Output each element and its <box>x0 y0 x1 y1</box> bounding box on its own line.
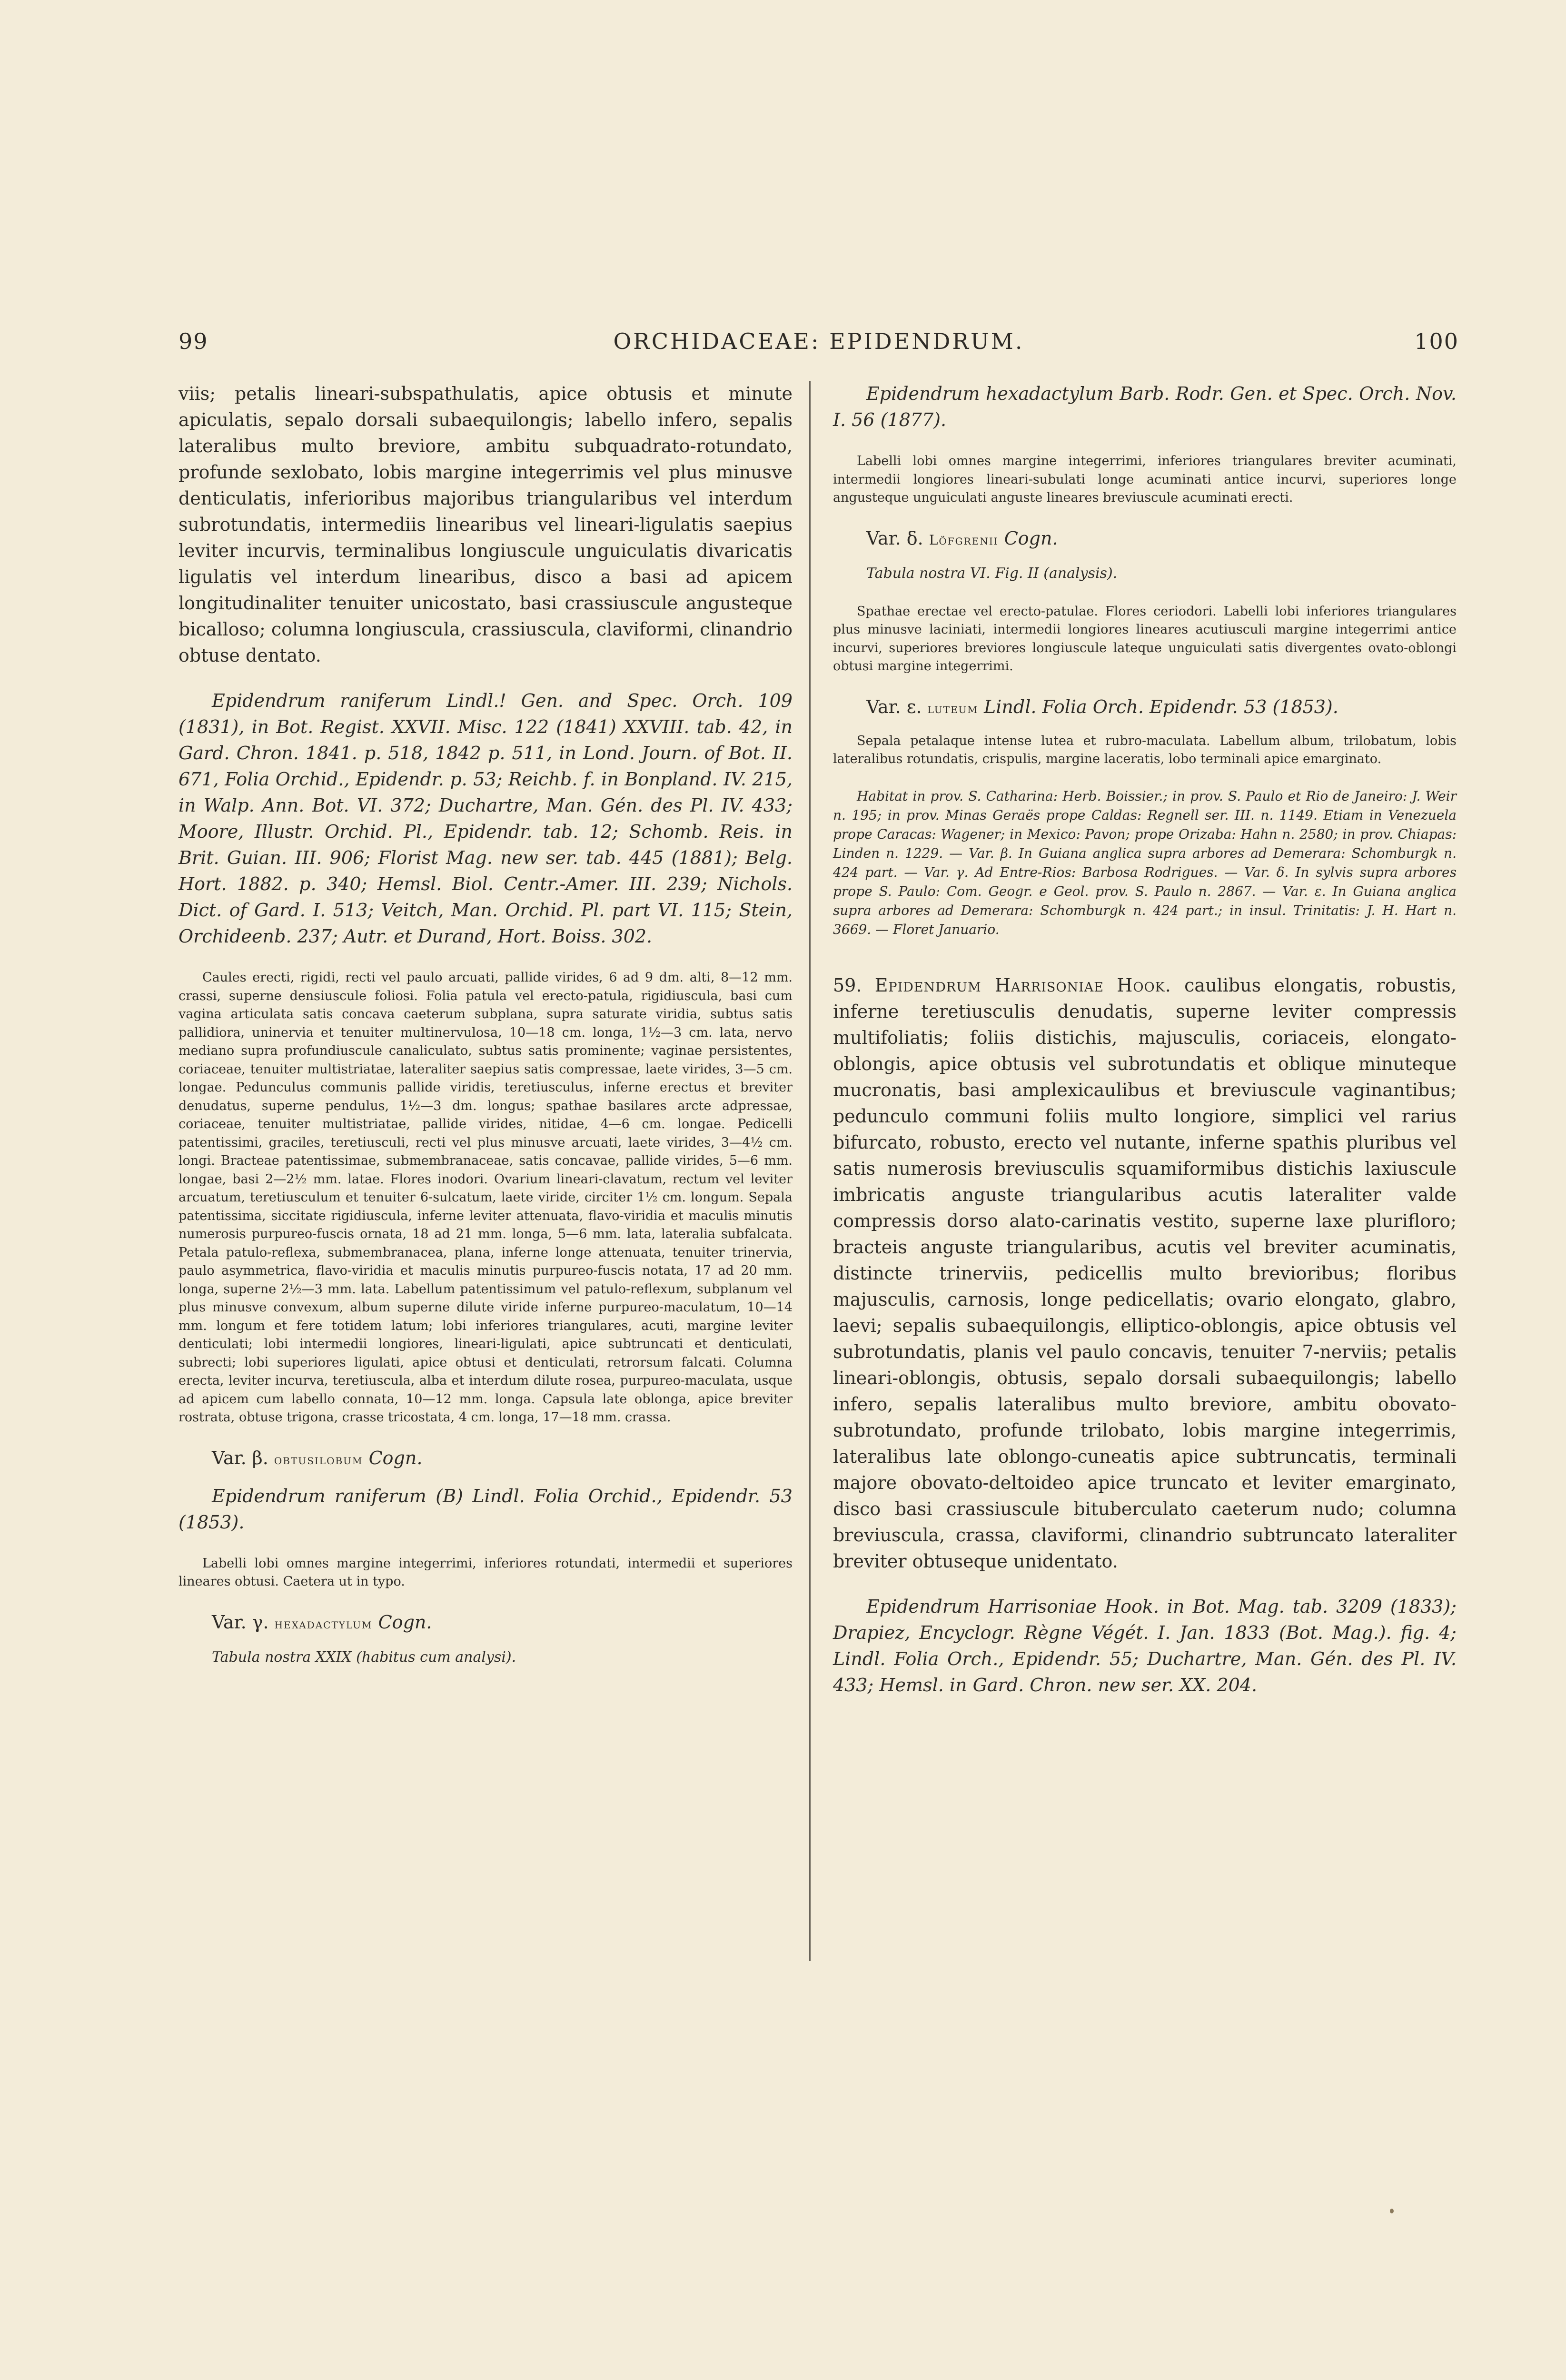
variety-delta-heading <box>866 526 1457 553</box>
species-name: Epidendrum Harrisoniae <box>874 974 1104 996</box>
running-title: ORCHIDACEAE: EPIDENDRUM. <box>613 328 1024 354</box>
variety-label: Var. δ. <box>866 527 923 549</box>
variety-label: Var. β. <box>212 1447 268 1468</box>
species-59-citation: Epidendrum Harrisoniae Hook. in Bot. Mag. tab. 3209 (1833); Drapiez, Encyclogr. Règne Végét. I. Jan. 1833 (Bot. Mag.). fig. 4; Lindl. Folia Orch., Epidendr. 55; Duchartre, Man. Gén. des Pl. IV. 433; Hemsl. in Gard. Chron. new ser. XX. 204. <box>833 1596 1457 1696</box>
variety-author: Cogn. <box>1004 527 1058 549</box>
variety-beta-citation: Epidendrum raniferum (B) Lindl. Folia Orchid., Epidendr. 53 (1853). <box>178 1485 793 1533</box>
page-number-right: 100 <box>1414 328 1459 354</box>
variety-gamma-citation: Epidendrum hexadactylum Barb. Rodr. Gen. et Spec. Orch. Nov. I. 56 (1877). <box>833 383 1457 430</box>
variety-gamma-description: Labelli lobi omnes margine integerrimi, inferiores triangulares breviter acuminati, intermedii longiores lineari-subulati longe acuminati antice incurvi, superiores longe angusteque unguiculati anguste lineares breviuscule acuminati erecti. <box>833 454 1457 505</box>
variety-label: Var. ε. <box>866 696 922 717</box>
variety-delta-plate: Tabula nostra VI. Fig. II (analysis). <box>866 565 1118 582</box>
variety-name: obtusilobum <box>274 1451 363 1468</box>
synonymy-citation: Epidendrum raniferum Lindl.! Gen. and Spec. Orch. 109 (1831), in Bot. Regist. XXVII. Misc. 122 (1841) XXVIII. tab. 42, in Gard. Chron. 1841. p. 518, 1842 p. 511, in Lond. Journ. of Bot. II. 671, Folia Orchid., Epidendr. p. 53; Reichb. f. in Bonpland. IV. 215, in Walp. Ann. Bot. VI. 372; Duchartre, Man. Gén. des Pl. IV. 433; Moore, Illustr. Orchid. Pl., Epidendr. tab. 12; Schomb. Reis. in Brit. Guian. III. 906; Florist Mag. new ser. tab. 445 (1881); Belg. Hort. 1882. p. 340; Hemsl. Biol. Centr.-Amer. III. 239; Nichols. Dict. of Gard. I. 513; Veitch, Man. Orchid. Pl. part VI. 115; Stein, Orchideenb. 237; Autr. et Durand, Hort. Boiss. 302. <box>178 690 793 947</box>
species-59-description <box>833 972 1457 1575</box>
variety-author: Lindl. Folia Orch. Epidendr. 53 (1853). <box>984 696 1338 717</box>
right-column <box>833 381 1457 1717</box>
variety-beta-heading <box>212 1445 793 1473</box>
page-header <box>178 328 1459 367</box>
description-continued: viis; petalis lineari-subspathulatis, apice obtusis et minute apiculatis, sepalo dorsali subaequilongis; labello infero, sepalis lateralibus multo breviore, ambitu subquadrato-rotundato, profunde sexlobato, lobis margine integerrimis vel plus minusve denticulatis, inferioribus majoribus triangularibus vel interdum subrotundatis, intermediis linearibus vel lineari-ligulatis saepius leviter incurvis, terminalibus longiuscule unguiculatis divaricatis ligulatis vel interdum linearibus, disco a basi ad apicem longitudinaliter tenuiter unicostato, basi crassiuscule angusteque bicalloso; columna longiuscula, crassiuscula, claviformi, clinandrio obtuse dentato. <box>178 383 793 666</box>
margin-mark <box>1390 2209 1394 2213</box>
variety-name: luteum <box>927 700 978 716</box>
variety-label: Var. γ. <box>212 1611 269 1633</box>
habitat-paragraph: Habitat in prov. S. Catharina: Herb. Boissier.; in prov. S. Paulo et Rio de Janeiro: J. Weir n. 195; in prov. Minas Geraës prope Caldas: Regnell ser. III. n. 1149. Etiam in Venezuela prope Caracas: Wagener; in Mexico: Pavon; prope Orizaba: Hahn n. 2580; in prov. Chiapas: Linden n. 1229. — Var. β. In Guiana anglica supra arbores ad Demerara: Schomburgk n. 424 part. — Var. γ. Ad Entre-Rios: Barbosa Rodrigues. — Var. δ. In sylvis supra arbores prope S. Paulo: Com. Geogr. e Geol. prov. S. Paulo n. 2867. — Var. ε. In Guiana anglica supra arbores ad Demerara: Schomburgk n. 424 part.; in insul. Trinitatis: J. H. Hart n. 3669. — Floret Januario. <box>833 788 1457 937</box>
variety-name: hexadactylum <box>274 1616 373 1632</box>
variety-epsilon-heading <box>866 694 1457 722</box>
column-divider <box>809 381 811 1961</box>
variety-beta-description: Labelli lobi omnes margine integerrimi, inferiores rotundati, intermedii et superiores lineares obtusi. Caetera ut in typo. <box>178 1556 793 1589</box>
variety-gamma-heading <box>212 1609 793 1637</box>
variety-delta-description: Spathae erectae vel erecto-patulae. Flores ceriodori. Labelli lobi inferiores triangulares plus minusve laciniati, intermedii longiores lineares acutiusculi margine integerrimi antice incurvi, superiores breviores longiuscule lateque unguiculati satis divergentes ovato-oblongi obtusi margine integerrimi. <box>833 604 1457 674</box>
variety-author: Cogn. <box>378 1611 432 1633</box>
left-column <box>178 381 793 1686</box>
species-diagnosis: caulibus elongatis, robustis, inferne teretiusculis denudatis, superne leviter compressis multifoliatis; foliis distichis, majusculis, coriaceis, elongato-oblongis, apice obtusis vel subrotundatis et oblique minuteque mucronatis, basi amplexicaulibus et breviuscule vaginantibus; pedunculo communi foliis multo longiore, simplici vel rarius bifurcato, robusto, erecto vel nutante, inferne spathis pluribus vel satis numerosis breviusculis squamiformibus distichis laxiuscule imbricatis anguste triangularibus acutis lateraliter valde compressis dorso alato-carinatis vestito, superne laxe plurifloro; bracteis anguste triangularibus, acutis vel breviter acuminatis, distincte trinerviis, pedicellis multo brevioribus; floribus majusculis, carnosis, longe pedicellatis; ovario elongato, glabro, laevi; sepalis subaequilongis, elliptico-oblongis, apice obtusis vel subrotundatis, planis vel paulo concavis, tenuiter 7-nerviis; petalis lineari-oblongis, obtusis, sepalo dorsali subaequilongis; labello infero, sepalis lateralibus multo breviore, ambitu obovato-subrotundato, profunde trilobato, lobis margine integerrimis, lateralibus late oblongo-cuneatis apice subtruncatis, terminali majore obovato-deltoideo apice truncato et leviter emarginato, disco basi crassiuscule bituberculato caeterum nudo; columna breviuscula, crassa, claviformi, clinandrio subtruncato lateraliter breviter obtuseque unidentato. <box>833 974 1457 1572</box>
variety-author: Cogn. <box>368 1447 423 1468</box>
page-number-left: 99 <box>178 328 208 354</box>
variety-epsilon-description: Sepala petalaque intense lutea et rubro-maculata. Labellum album, trilobatum, lobis lateralibus rotundatis, crispulis, margine laceratis, lobo terminali apice emarginato. <box>833 733 1457 766</box>
variety-name: Löfgrenii <box>929 532 999 548</box>
species-number: 59. <box>833 974 862 996</box>
variety-gamma-plate: Tabula nostra XXIX (habitus cum analysi). <box>212 1648 516 1666</box>
species-author: Hook. <box>1117 974 1171 996</box>
detailed-description: Caules erecti, rigidi, recti vel paulo arcuati, pallide virides, 6 ad 9 dm. alti, 8—12 mm. crassi, superne densiuscule foliosi. Folia patula vel erecto-patula, rigidiuscula, basi cum vagina articulata satis concava caeterum subplana, supra saturate viridia, subtus satis pallidiora, uninervia et tenuiter multinervulosa, 10—18 cm. longa, 1½—3 cm. lata, nervo mediano supra profundiuscule canaliculato, subtus satis prominente; vaginae persistentes, coriaceae, tenuiter multistriatae, lateraliter saepius satis compressae, laete virides, 3—5 cm. longae. Pedunculus communis pallide viridis, teretiusculus, inferne erectus et breviter denudatus, superne pendulus, 1½—3 dm. longus; spathae basilares arcte adpressae, coriaceae, tenuiter multistriatae, pallide virides, nitidae, 4—6 cm. longae. Pedicelli patentissimi, graciles, teretiusculi, recti vel plus minusve arcuati, laete virides, 3—4½ cm. longi. Bracteae patentissimae, submembranaceae, satis concavae, pallide virides, 5—6 mm. longae, basi 2—2½ mm. latae. Flores inodori. Ovarium lineari-clavatum, rectum vel leviter arcuatum, teretiusculum et tenuiter 6-sulcatum, laete viride, circiter 1½ cm. longum. Sepala patentissima, siccitate rigidiuscula, inferne leviter attenuata, flavo-viridia et maculis minutis numerosis purpureo-fuscis ornata, 18 ad 21 mm. longa, 5—6 mm. lata, lateralia subfalcata. Petala patulo-reflexa, submembranacea, plana, inferne longe attenuata, tenuiter trinervia, paulo asymmetrica, flavo-viridia et maculis minutis purpureo-fuscis notata, 17 ad 20 mm. longa, superne 2½—3 mm. lata. Labellum patentissimum vel patulo-reflexum, subplanum vel plus minusve convexum, album superne dilute viride inferne purpureo-maculatum, 10—14 mm. longum et fere totidem latum; lobi inferiores triangulares, acuti, margine leviter denticulati; lobi intermedii longiores, lineari-ligulati, apice subtruncati et denticulati, subrecti; lobi superiores ligulati, apice obtusi et denticulati, retrorsum falcati. Columna erecta, leviter incurva, teretiuscula, alba et interdum dilute rosea, purpureo-maculata, usque ad apicem cum labello connata, 10—12 mm. longa. Capsula late oblonga, apice breviter rostrata, obtuse trigona, crasse tricostata, 4 cm. longa, 17—18 mm. crassa. <box>178 970 793 1425</box>
